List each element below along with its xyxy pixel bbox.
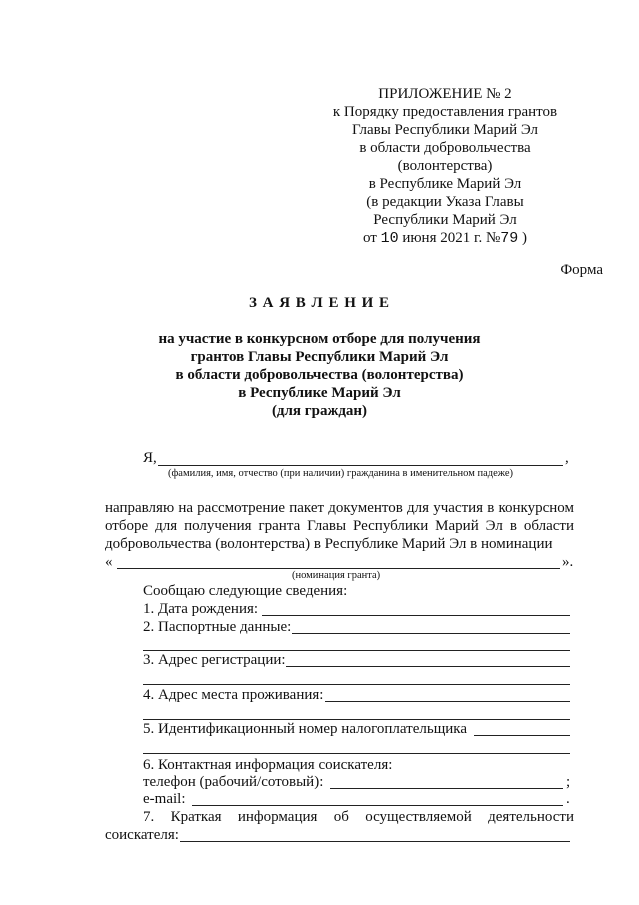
fields-intro: Сообщаю следующие сведения: xyxy=(143,583,348,599)
passport-label: 2. Паспортные данные: xyxy=(143,619,292,635)
applicant-prefix: Я, xyxy=(143,450,157,466)
subtitle-line: (для граждан) xyxy=(271,403,368,419)
inn-label: 5. Идентификационный номер налогоплательщика xyxy=(143,721,468,737)
applicant-hint: (фамилия, имя, отчество (при наличии) гражданина в именительном падеже) xyxy=(168,468,514,479)
appendix-number: ПРИЛОЖЕНИЕ № 2 xyxy=(378,86,512,102)
inn-field-2[interactable] xyxy=(143,753,570,754)
applicant-name-field[interactable] xyxy=(158,465,563,466)
quote-close: ». xyxy=(562,554,574,570)
activity-field[interactable] xyxy=(180,841,570,842)
appendix-line: Главы Республики Марий Эл xyxy=(351,122,539,138)
residence-field[interactable] xyxy=(325,701,570,702)
body-line: отборе для получения гранта Главы Республики Марий Эл в области xyxy=(105,518,574,534)
appendix-line: в области добровольчества xyxy=(359,140,531,156)
phone-label: телефон (рабочий/сотовый): xyxy=(143,774,324,790)
subtitle-line: на участие в конкурсном отборе для получения xyxy=(158,331,481,347)
nomination-hint: (номинация гранта) xyxy=(292,570,381,581)
activity-label-2: соискателя: xyxy=(105,827,179,843)
body-line: направляю на рассмотрение пакет документов для участия в конкурсном xyxy=(105,500,574,516)
passport-field[interactable] xyxy=(292,633,570,634)
appendix-line: в Республике Марий Эл xyxy=(368,176,522,192)
form-label: Форма xyxy=(560,262,603,278)
registration-label: 3. Адрес регистрации: xyxy=(143,652,286,668)
birth-field[interactable] xyxy=(262,615,570,616)
appendix-line: к Порядку предоставления грантов xyxy=(332,104,558,120)
residence-label: 4. Адрес места проживания: xyxy=(143,687,324,703)
email-label: e-mail: xyxy=(143,791,186,807)
contact-label: 6. Контактная информация соискателя: xyxy=(143,757,393,773)
appendix-date: от 10 июня 2021 г. №79 ) xyxy=(362,230,528,247)
subtitle-line: в области добровольчества (волонтерства) xyxy=(175,367,464,383)
nomination-field[interactable] xyxy=(117,568,560,569)
registration-field-2[interactable] xyxy=(143,684,570,685)
registration-field[interactable] xyxy=(286,666,570,667)
phone-end: ; xyxy=(566,774,571,790)
activity-label: 7. Краткая информация об осуществляемой деятельности xyxy=(143,809,574,825)
subtitle-line: грантов Главы Республики Марий Эл xyxy=(190,349,449,365)
subtitle-line: в Республике Марий Эл xyxy=(238,385,401,401)
appendix-line: (в редакции Указа Главы xyxy=(366,194,524,210)
email-field[interactable] xyxy=(192,805,563,806)
applicant-comma: , xyxy=(565,450,569,466)
appendix-line: (волонтерства) xyxy=(397,158,493,174)
inn-field[interactable] xyxy=(474,735,570,736)
document-title: З А Я В Л Е Н И Е xyxy=(248,295,391,311)
email-end: . xyxy=(566,791,570,807)
birth-label: 1. Дата рождения: xyxy=(143,601,259,617)
quote-open: « xyxy=(105,554,113,570)
body-line: добровольчества (волонтерства) в Республике Марий Эл в номинации xyxy=(105,536,553,552)
appendix-line: Республики Марий Эл xyxy=(373,212,517,228)
phone-field[interactable] xyxy=(330,788,563,789)
